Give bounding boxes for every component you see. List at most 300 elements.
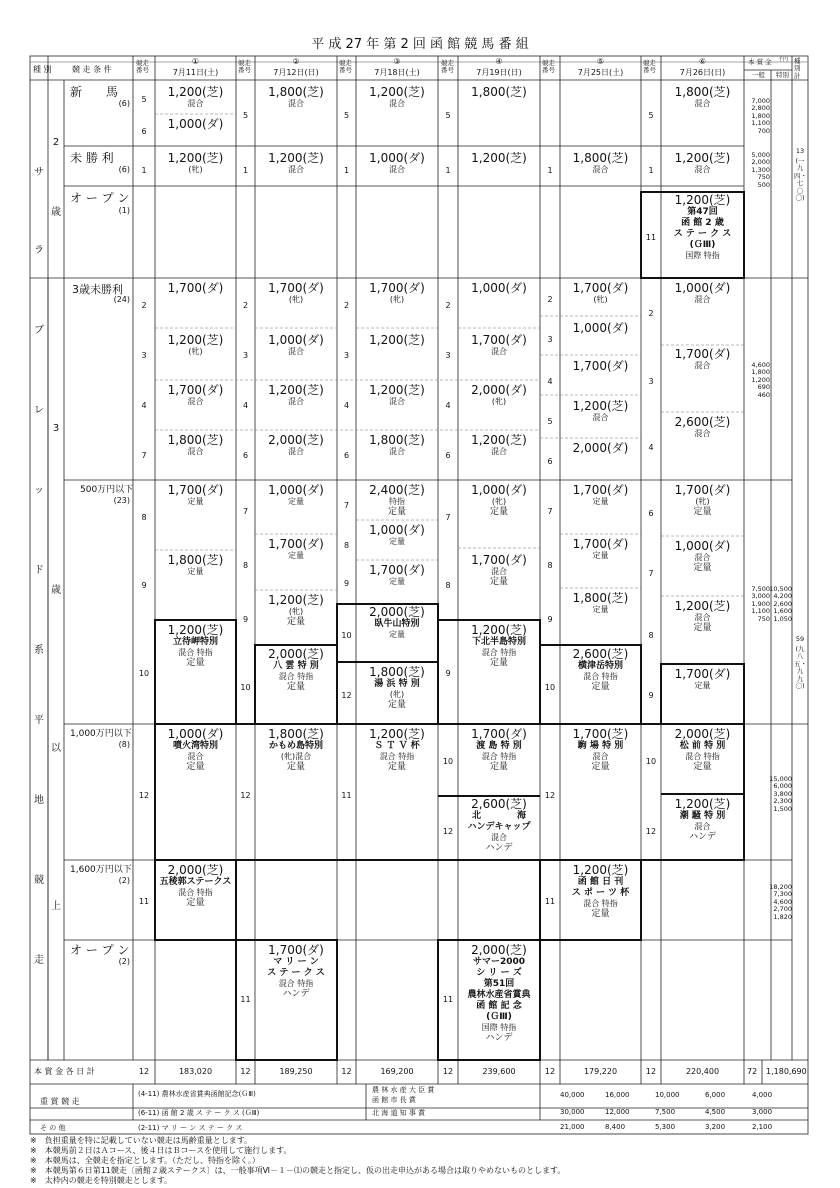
race-weight: ハンデ — [485, 1033, 513, 1043]
race-distance: 1,200(芝) — [674, 193, 731, 207]
day-1-date: 7月11日(土) — [172, 68, 219, 77]
race-condition: (牝) — [288, 295, 304, 304]
race-name: シ リ ー ズ — [476, 968, 522, 978]
day-5-num: ⑤ — [596, 57, 605, 66]
race-number: 12 — [645, 827, 657, 836]
race-name: ス テ ー ク ス — [267, 968, 325, 978]
day-total-amount: 169,200 — [380, 1067, 414, 1076]
race-condition: (牝) — [389, 295, 405, 304]
grade-prize-value: 6,000 — [705, 1091, 726, 1099]
age2: 2 — [52, 137, 60, 148]
cond-count: (2) — [118, 957, 130, 966]
race-number: 1 — [343, 166, 350, 175]
race-distance: 1,700(ダ) — [369, 281, 425, 295]
race-distance: 1,700(ダ) — [167, 483, 224, 497]
race-weight: 定量 — [286, 762, 305, 772]
grade-prize-value: 16,000 — [605, 1091, 630, 1099]
race-condition: 混合 — [694, 295, 711, 304]
day-3-date: 7月18日(土) — [374, 68, 420, 77]
race-distance: 1,700(ダ) — [572, 537, 629, 551]
race-distance: 1,700(ダ) — [471, 333, 527, 347]
race-distance: 1,800(芝) — [572, 151, 629, 165]
race-condition: 混合 特指 — [178, 648, 213, 657]
race-number: 2 — [242, 301, 249, 310]
kind-total-b-count: 59 — [795, 635, 805, 643]
race-distance: 1,200(芝) — [167, 623, 224, 637]
race-condition: 混合 — [288, 347, 304, 356]
race-distance: 1,800(芝) — [167, 433, 224, 447]
race-condition: (牝) — [593, 295, 608, 304]
race-number: 3 — [547, 335, 553, 344]
race-number: 11 — [138, 897, 150, 906]
race-condition: 国際 特指 — [685, 251, 720, 260]
note: ※ 本競馬は、全競走を指定とします。（ただし、特指を除く。） — [30, 1156, 260, 1165]
race-number: 7 — [141, 451, 147, 460]
race-name: ス ポ ー ツ 杯 — [571, 888, 630, 898]
race-condition: (牝) — [389, 690, 405, 699]
race-distance: 2,000(芝) — [268, 647, 324, 661]
day-4-date: 7月19日(日) — [476, 68, 522, 77]
race-distance: 2,000(芝) — [268, 433, 324, 447]
race-condition: 混合 特指 — [481, 752, 517, 761]
day-total-amount: 239,600 — [482, 1067, 516, 1076]
race-distance: 1,200(芝) — [572, 399, 629, 413]
race-condition: 混合 特指 — [583, 899, 618, 908]
heichi-char: 地 — [34, 795, 44, 806]
race-number: 5 — [445, 111, 451, 120]
prize-maiden2: 5,000 2,000 1,300 750 500 — [751, 151, 770, 189]
race-name: かもめ島特別 — [268, 741, 323, 751]
day-total-amount: 189,250 — [279, 1067, 313, 1076]
race-condition: 混合 — [187, 397, 204, 406]
race-number: 4 — [343, 401, 350, 410]
race-name: マ リ ー ン — [273, 957, 319, 967]
header-race-no: 競走 番号 — [441, 59, 454, 75]
race-number: 1 — [648, 166, 654, 175]
day-total-amount: 183,020 — [178, 1067, 213, 1076]
race-condition: 定量 — [694, 681, 711, 690]
race-distance: 1,800(芝) — [674, 85, 731, 99]
race-name: Ｓ Ｔ Ｖ 杯 — [374, 741, 420, 751]
grand-amount: 1,180,690 — [766, 1067, 807, 1076]
race-distance: 1,800(芝) — [572, 591, 629, 605]
race-condition: 混合 — [592, 752, 609, 761]
cond-count: (1) — [118, 206, 130, 215]
race-distance: 1,200(芝) — [471, 623, 527, 637]
race-number: 6 — [242, 451, 249, 460]
other-label: そ の 他 — [40, 1124, 66, 1132]
cond-name: オ ー プ ン — [70, 191, 130, 205]
race-condition: (牝) — [188, 347, 203, 356]
race-condition: 定量 — [592, 497, 609, 506]
cond-count: (6) — [118, 99, 130, 108]
cond-name: 1,600万円以下 — [70, 865, 132, 875]
race-number: 10 — [138, 669, 150, 678]
race-weight: 定量 — [186, 762, 205, 772]
day-total-count: 12 — [341, 1067, 352, 1076]
grade-race: (4-11) 農林水産省賞典函館記念(ＧⅢ) — [138, 1090, 256, 1098]
race-condition: 混合 特指 — [178, 888, 213, 897]
grand-count: 72 — [747, 1067, 758, 1076]
sara-char: ド — [34, 565, 44, 576]
race-name: 横津岳特別 — [577, 661, 623, 671]
race-name: 函 館 2 歳 — [681, 218, 724, 228]
race-weight: 定量 — [489, 577, 508, 587]
page-title: 平 成 27 年 第 2 回 函 館 競 馬 番 組 — [311, 37, 529, 52]
race-distance: 1,200(芝) — [167, 333, 224, 347]
race-weight: 定量 — [286, 682, 305, 692]
race-condition: 定量 — [187, 567, 204, 576]
race-name: 五稜郭ステークス — [159, 877, 232, 887]
sara-char: 系 — [34, 645, 44, 656]
race-distance: 1,800(芝) — [369, 433, 425, 447]
race-distance: 1,200(芝) — [674, 599, 731, 613]
race-distance: 1,700(ダ) — [471, 727, 527, 741]
race-distance: 1,700(ダ) — [572, 281, 629, 295]
race-number: 4 — [648, 443, 654, 452]
race-distance: 1,200(芝) — [471, 433, 527, 447]
race-distance: 2,000(ダ) — [471, 383, 527, 397]
grade-award: 農 林 水 産 大 臣 賞 — [372, 1086, 435, 1094]
other-race: (2-11) マ リ ー ン ス テ ー ク ス — [138, 1124, 243, 1132]
grade-award: 函 館 市 長 賞 — [372, 1096, 416, 1104]
race-number: 12 — [442, 827, 454, 836]
race-condition: 特指 — [389, 497, 405, 506]
race-name: 潮 騒 特 別 — [679, 811, 726, 821]
race-name: 第47回 — [687, 207, 718, 217]
sara-char: ラ — [34, 245, 44, 256]
day-2-date: 7月12日(日) — [273, 68, 319, 77]
race-number: 1 — [547, 166, 553, 175]
ijo-char: 以 — [51, 743, 61, 754]
sara-char: ッ — [34, 485, 44, 496]
race-condition: 混合 — [491, 447, 507, 456]
race-number: 3 — [242, 351, 249, 360]
day-2-num: ② — [292, 57, 300, 66]
race-distance: 1,700(ダ) — [369, 563, 425, 577]
race-number: 8 — [141, 513, 147, 522]
race-condition: 定量 — [187, 497, 204, 506]
race-weight: 定量 — [489, 762, 508, 772]
race-distance: 1,200(芝) — [674, 151, 731, 165]
day-total-amount: 179,220 — [583, 1067, 618, 1076]
race-distance: 2,600(芝) — [471, 797, 527, 811]
race-condition: 混合 — [288, 99, 304, 108]
race-condition: (牝) — [188, 165, 203, 174]
race-weight: 定量 — [186, 658, 205, 668]
race-distance: 2,000(ダ) — [572, 441, 629, 455]
race-number: 5 — [141, 95, 147, 104]
race-number: 8 — [445, 581, 451, 590]
cond-count: (2) — [118, 876, 130, 885]
race-distance: 1,000(ダ) — [572, 321, 629, 335]
race-distance: 1,800(芝) — [268, 727, 324, 741]
race-number: 2 — [445, 301, 451, 310]
race-distance: 1,000(ダ) — [268, 333, 324, 347]
race-condition: 混合 — [187, 99, 204, 108]
race-condition: 混合 — [288, 165, 304, 174]
prize-c500-special: 10,500 4,200 2,600 1,600 1,050 — [769, 585, 792, 623]
race-condition: 混合 — [694, 613, 711, 622]
race-condition: 混合 — [389, 99, 405, 108]
race-condition: 定量 — [389, 537, 405, 546]
day-total-count: 12 — [138, 1067, 150, 1076]
race-number: 4 — [547, 377, 553, 386]
race-number: 9 — [141, 581, 147, 590]
race-condition: 混合 特指 — [481, 648, 517, 657]
grade-prize-value: 3,200 — [705, 1123, 726, 1131]
race-distance: 1,000(ダ) — [471, 281, 527, 295]
race-condition: (牝)混合 — [280, 752, 312, 761]
prize-new: 7,000 2,800 1,800 1,100 700 — [751, 97, 770, 135]
race-distance: 1,700(芝) — [572, 727, 629, 741]
race-name: ス テ ー ク ス — [673, 229, 732, 239]
race-condition: 混合 — [694, 822, 711, 831]
race-number: 5 — [648, 111, 654, 120]
race-number: 8 — [648, 631, 654, 640]
race-condition: 混合 特指 — [583, 672, 618, 681]
race-distance: 1,700(ダ) — [572, 483, 629, 497]
race-distance: 1,200(芝) — [369, 383, 425, 397]
race-number: 3 — [445, 351, 451, 360]
header-prize-unit: 千円 — [778, 57, 789, 63]
race-weight: 定量 — [693, 623, 712, 633]
race-name: サマー2000 — [472, 957, 526, 967]
race-number: 2 — [648, 309, 654, 318]
race-number: 9 — [547, 615, 553, 624]
race-name: 第51回 — [483, 979, 515, 989]
race-condition: (牝) — [695, 497, 710, 506]
race-distance: 1,700(ダ) — [268, 281, 324, 295]
race-condition: 混合 — [491, 833, 507, 842]
race-number: 8 — [343, 541, 350, 550]
race-number: 4 — [242, 401, 249, 410]
race-distance: 1,700(ダ) — [167, 281, 224, 295]
grade-prize-value: 4,000 — [752, 1091, 773, 1099]
race-distance: 1,700(ダ) — [674, 667, 731, 681]
race-name: 臥牛山特別 — [374, 619, 420, 629]
race-number: 11 — [544, 897, 556, 906]
race-name: 北 海 — [471, 811, 526, 821]
day-total-count: 12 — [240, 1067, 251, 1076]
kind-total-b-amount: (九八五・九九〇) — [794, 645, 807, 691]
race-distance: 1,000(ダ) — [674, 539, 731, 553]
race-name: 函 館 日 刊 — [577, 877, 624, 887]
race-number: 6 — [343, 451, 350, 460]
cond-name: オ ー プ ン — [70, 943, 130, 957]
race-distance: 1,700(ダ) — [674, 483, 731, 497]
race-distance: 2,600(芝) — [674, 415, 731, 429]
race-weight: 定量 — [693, 762, 712, 772]
grade-prize-value: 5,300 — [655, 1123, 676, 1131]
race-weight: 定量 — [489, 507, 508, 517]
race-name: 噴火湾特別 — [172, 741, 218, 751]
race-number: 5 — [242, 111, 249, 120]
day-3-num: ③ — [393, 57, 401, 66]
cond-name: 新 馬 — [70, 85, 119, 99]
race-distance: 1,800(芝) — [268, 85, 324, 99]
race-distance: 1,000(ダ) — [369, 151, 425, 165]
race-number: 11 — [341, 791, 352, 800]
race-distance: 1,200(芝) — [369, 85, 425, 99]
race-distance: 1,000(ダ) — [369, 523, 425, 537]
race-number: 11 — [645, 233, 657, 242]
note: ※ 太枠内の競走を特別競走とします。 — [30, 1176, 173, 1185]
race-number: 10 — [544, 683, 556, 692]
race-condition: 定量 — [288, 551, 304, 560]
race-number: 8 — [242, 561, 249, 570]
race-name: (ＧⅢ) — [689, 240, 716, 250]
race-condition: (牝) — [288, 607, 304, 616]
header-race-no: 競走 番号 — [643, 59, 656, 75]
heichi-char: 競 — [34, 875, 44, 886]
day-6-num: ⑥ — [698, 57, 707, 66]
race-distance: 2,000(芝) — [674, 727, 731, 741]
race-condition: 混合 特指 — [278, 672, 314, 681]
race-distance: 1,200(芝) — [268, 593, 324, 607]
header-race-no: 競走 番号 — [238, 59, 251, 75]
race-number: 6 — [648, 509, 654, 518]
race-condition: (牝) — [491, 497, 507, 506]
grade-label: 重 賞 競 走 — [40, 1097, 80, 1106]
race-number: 12 — [544, 791, 556, 800]
race-number: 10 — [442, 757, 454, 766]
race-weight: 定量 — [591, 682, 610, 692]
race-distance: 2,400(芝) — [369, 483, 425, 497]
race-distance: 1,700(ダ) — [471, 553, 527, 567]
prize-c500-general: 7,500 3,000 1,900 1,100 750 — [751, 585, 770, 623]
race-number: 9 — [343, 579, 350, 588]
race-number: 7 — [648, 569, 654, 578]
grade-prize-value: 3,000 — [752, 1108, 773, 1116]
race-number: 9 — [445, 669, 451, 678]
race-condition: 混合 — [389, 165, 405, 174]
day-5-date: 7月25日(土) — [577, 68, 624, 77]
race-condition: 定量 — [592, 551, 609, 560]
race-number: 6 — [547, 457, 553, 466]
race-distance: 1,000(ダ) — [167, 727, 224, 741]
totals-label: 本 賞 金 各 日 計 — [34, 1067, 95, 1076]
header-kind: 種 別 — [33, 65, 52, 74]
race-condition: 混合 — [694, 429, 711, 438]
race-number: 5 — [343, 111, 350, 120]
header-prize-special: 特別 — [776, 71, 789, 79]
race-condition: 定量 — [389, 577, 405, 586]
grade-prize-value: 30,000 — [560, 1108, 585, 1116]
heichi-char: 走 — [34, 955, 44, 966]
race-weight: 定量 — [591, 909, 610, 919]
race-distance: 1,700(ダ) — [674, 347, 731, 361]
race-distance: 1,700(ダ) — [268, 537, 324, 551]
grade-prize-value: 2,100 — [752, 1123, 773, 1131]
race-condition: (牝) — [491, 397, 507, 406]
kind-total-a-amount: (一九四・七〇〇) — [794, 157, 807, 203]
race-weight: 定量 — [387, 700, 406, 710]
race-distance: 1,700(ダ) — [268, 943, 324, 957]
race-weight: ハンデ — [485, 843, 513, 853]
grade-prize-value: 40,000 — [560, 1091, 585, 1099]
header-race-no: 競走 番号 — [136, 59, 149, 75]
grade-prize-value: 7,500 — [655, 1108, 676, 1116]
race-weight: 定量 — [387, 507, 406, 517]
race-condition: 混合 — [389, 447, 405, 456]
race-condition: 混合 — [592, 165, 609, 174]
header-conditions: 競 走 条 件 — [72, 65, 112, 74]
race-number: 2 — [141, 301, 147, 310]
race-distance: 1,200(芝) — [471, 151, 527, 165]
kind-total-a-count: 13 — [795, 147, 805, 155]
race-distance: 1,800(芝) — [369, 665, 425, 679]
race-condition: 混合 — [694, 553, 711, 562]
header-prize: 本 賞 金 — [748, 58, 772, 66]
race-number: 3 — [343, 351, 350, 360]
race-number: 1 — [242, 166, 249, 175]
age3: 3 — [52, 423, 60, 434]
grade-prize-value: 21,000 — [560, 1123, 585, 1131]
race-name: 函 館 記 念 — [476, 1001, 522, 1011]
race-condition: 混合 特指 — [278, 979, 314, 988]
day-total-count: 12 — [645, 1067, 657, 1076]
day-total-amount: 220,400 — [685, 1067, 720, 1076]
race-name: 下北半島特別 — [471, 637, 526, 647]
race-distance: 1,200(芝) — [268, 151, 324, 165]
grade-prize-value: 12,000 — [605, 1108, 630, 1116]
race-distance: 1,700(ダ) — [572, 359, 629, 373]
race-number: 12 — [138, 791, 150, 800]
race-condition: 混合 — [187, 447, 204, 456]
race-name: 八 雲 特 別 — [273, 661, 319, 671]
header-race-no: 競走 番号 — [542, 59, 555, 75]
cond-name: 1,000万円以下 — [70, 729, 132, 739]
race-name: 農林水産省賞典 — [467, 990, 531, 1000]
race-distance: 2,600(芝) — [572, 647, 629, 661]
grade-prize-value: 10,000 — [655, 1091, 680, 1099]
cond-name: 500万円以下 — [80, 485, 134, 495]
day-total-count: 12 — [442, 1067, 454, 1076]
prize-maiden3: 4,600 1,800 1,200 690 460 — [751, 361, 770, 399]
race-number: 3 — [141, 351, 147, 360]
note: ※ 本競馬前２日はＡコース、後４日はＢコースを使用して施行します。 — [30, 1146, 292, 1155]
race-weight: 定量 — [693, 563, 712, 573]
grade-prize-value: 4,500 — [705, 1108, 726, 1116]
race-distance: 1,000(ダ) — [674, 281, 731, 295]
race-condition: 混合 — [694, 165, 711, 174]
sara-char: レ — [34, 405, 44, 416]
race-weight: 定量 — [186, 898, 205, 908]
age3-label: 歳 — [51, 585, 61, 596]
sara-char: ブ — [34, 325, 44, 336]
race-weight: 定量 — [489, 658, 508, 668]
cond-count: (23) — [113, 496, 130, 505]
heichi-char: 平 — [34, 715, 44, 726]
race-number: 6 — [445, 451, 451, 460]
race-condition: 混合 — [389, 397, 405, 406]
race-condition: 定量 — [389, 630, 405, 639]
race-distance: 2,000(芝) — [369, 605, 425, 619]
prize-c1600-special: 18,200 7,300 4,600 2,700 1,820 — [769, 883, 792, 921]
cond-name: 未 勝 利 — [70, 151, 114, 165]
race-number: 9 — [648, 691, 654, 700]
grade-prize-value: 8,400 — [605, 1123, 626, 1131]
race-condition: 混合 — [694, 361, 711, 370]
day-4-num: ④ — [495, 57, 503, 66]
race-name: 駒 場 特 別 — [577, 741, 624, 751]
race-condition: 混合 — [592, 413, 609, 422]
race-weight: ハンデ — [688, 832, 716, 842]
race-name: 松 前 特 別 — [679, 741, 726, 751]
race-number: 9 — [242, 615, 249, 624]
race-condition: 混合 特指 — [685, 752, 720, 761]
